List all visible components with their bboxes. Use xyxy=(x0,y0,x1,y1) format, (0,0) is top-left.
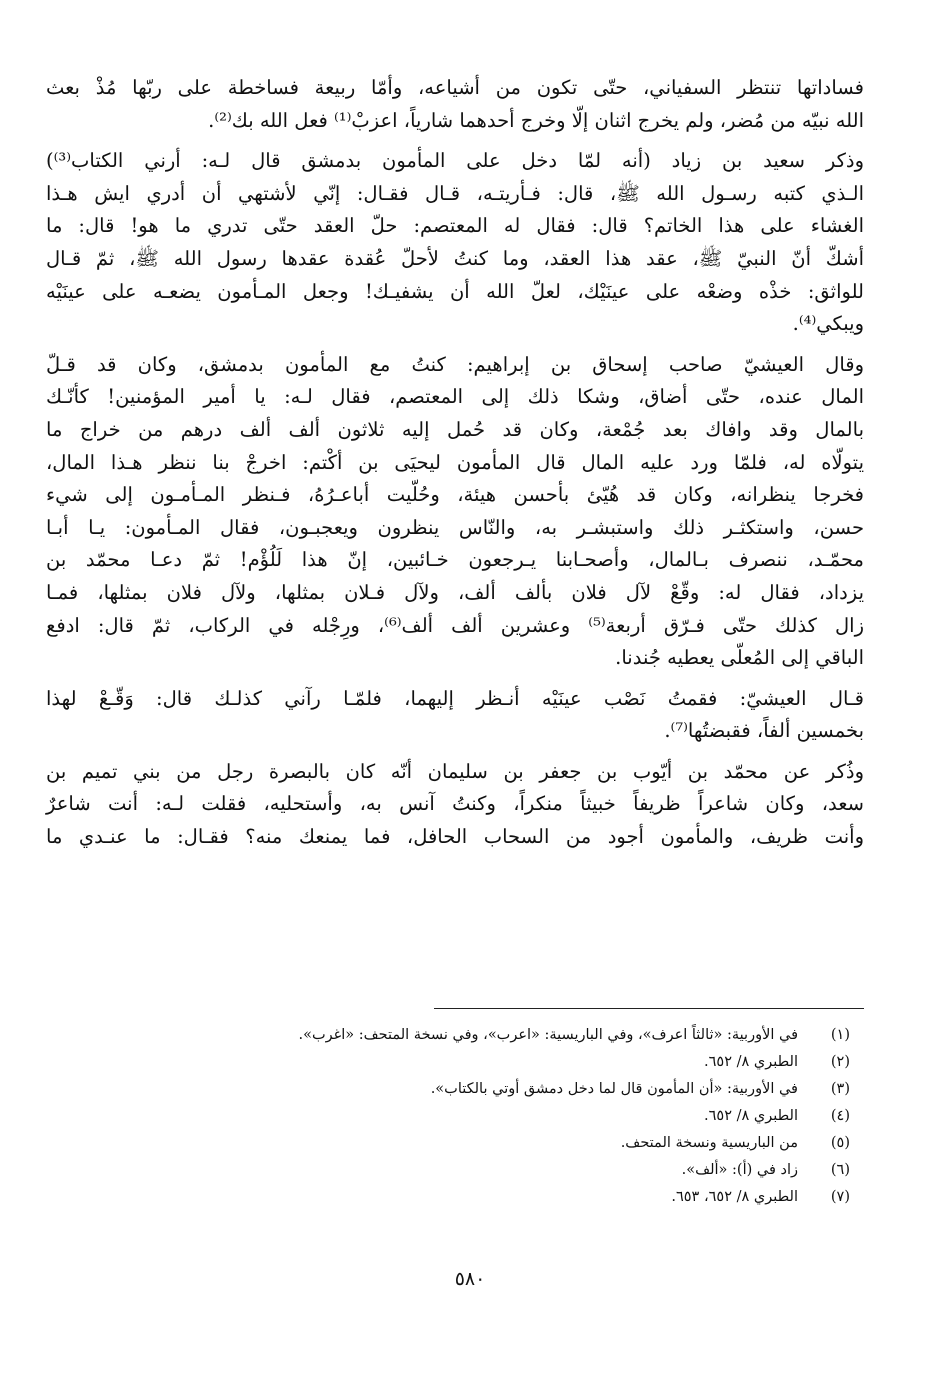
text-line: يتولّاه له، فلمّا ورد عليه المال قال المأمون ليحيَى بن أكْتم: اخرجْ بنا ننظر هـذا المال، xyxy=(46,450,864,474)
text-line: فخرجا ينظرانه، وكان قد هُيّئ بأحسن هيئة، وحُلّيت أباعـرُهُ، فـنظر المـأمـون إلى شيء xyxy=(46,483,864,507)
footnotes xyxy=(160,1022,850,1211)
text-line: الباقي إلى المُعلّى يعطيه جُندنا. xyxy=(615,646,864,670)
text-line: الله نبيّه من مُضر، ولم يخرج اثنان إلّا وخرج أحدهما شارياً، اعزبْ⁽¹⁾ فعل الله بك⁽²⁾. xyxy=(208,108,864,132)
text-line: بالمال وقد وافاك بعد جُمْعة، وكان قد حُمل إليه ثلاثون ألف ألف درهم من خراج ما xyxy=(46,417,864,441)
footnote-number: (٣) xyxy=(830,1081,850,1097)
footnote-number: (٧) xyxy=(830,1189,850,1205)
text-line: وذُكر عن محمّد بن أيّوب بن جعفر بن سليمان أنّه كان بالبصرة رجل من بني تميم بن xyxy=(46,759,864,783)
paragraph-2 xyxy=(46,145,864,341)
footnote xyxy=(160,1076,850,1103)
footnote-text: الطبري ٨/ ٦٥٢، ٦٥٣. xyxy=(671,1189,798,1205)
text-line: المال عنده، حتّى أضاق، وشكا ذلك إلى المعتصم، فقال لـه: يا أمير المؤمنين! كأنّـك xyxy=(46,385,864,409)
text-line: الغشاء على هذا الخاتم؟ قال: فقال له المعتصم: حلّ العقد حتّى تدري ما هو! قال: ما xyxy=(46,214,864,238)
footnote-number: (٥) xyxy=(830,1135,850,1151)
text-line: وذكر سعيد بن زياد (أنه لمّا دخل على المأمون بدمشق قال لـه: أرني الكتاب⁽³⁾) xyxy=(46,149,864,173)
text-line: فساداتها تنتظر السفياني، حتّى تكون من أشياعه، وأمّا ربيعة فساخطة على ربّها مُذْ بعث xyxy=(46,76,864,99)
main-text xyxy=(46,72,864,862)
paragraph-5 xyxy=(46,756,864,854)
text-line: يزداد، فقال له: وقّعْ لآل فلان بألف ألف، ولآل فـلان بمثلها، ولآل فلان بمثلها، فمـا xyxy=(46,580,864,604)
footnote-number: (٤) xyxy=(830,1108,850,1124)
footnote-text: في الأوربية: «أن المأمون قال لما دخل دمشق أوتي بالكتاب». xyxy=(430,1081,798,1097)
page-number: ٥٨٠ xyxy=(454,1268,486,1290)
footnote-divider xyxy=(434,1008,864,1009)
text-line: بخمسين ألفاً، فقبضتُها⁽⁷⁾. xyxy=(664,719,864,743)
footnote-text: في الأوربية: «ثالثاً اعرف»، وفي الباريسية: «اعرب»، وفي نسخة المتحف: «اغرب». xyxy=(298,1027,798,1043)
footnote xyxy=(160,1130,850,1157)
footnote-text: الطبري ٨/ ٦٥٢. xyxy=(704,1054,798,1070)
text-line: حسن، واستكثـر ذلك واستبشـر به، والنّاس ينظرون ويعجبـون، فقال المـأمون: يـا أبـا xyxy=(46,515,864,539)
footnote xyxy=(160,1157,850,1184)
footnote-number: (١) xyxy=(830,1027,850,1043)
text-line: الـذي كتبه رسـول الله ﷺ، قال: فـأريتـه، قـال فقـال: إنّي لأشتهي أن أدري ايش هـذا xyxy=(46,181,864,205)
footnote xyxy=(160,1184,850,1211)
text-line: وأنت ظريف، والمأمون أجود من السحاب الحافل، فما يمنعك منه؟ فقـال: ما عنـدي ما xyxy=(46,825,864,849)
footnote-text: الطبري ٨/ ٦٥٢. xyxy=(704,1108,798,1124)
text-line: ويبكي⁽⁴⁾. xyxy=(792,312,864,336)
footnote-number: (٦) xyxy=(830,1162,850,1178)
footnote-text: زاد في (أ): «ألف». xyxy=(681,1162,798,1178)
text-line: سعد، وكان شاعراً ظريفاً خبيثاً منكراً، وكنتُ آنس به، وأستحليه، فقلت لـه: أنت شاعرٌ xyxy=(46,792,864,816)
text-line: زال كذلك حتّى فـرّق أربعة⁽⁵⁾ وعشرين ألف ألف⁽⁶⁾، ورِجْله في الركاب، ثمّ قال: ادفع xyxy=(46,613,864,637)
text-line: وقال العيشيّ صاحب إسحاق بن إبراهيم: كنتُ مع المأمون بدمشق، وكان قد قـلّ xyxy=(46,352,864,376)
footnote xyxy=(160,1022,850,1049)
text-line: قـال العيشيّ: فقمتُ نَصْب عينَيْه أنـظر إليهما، فلمّـا رآني كذلـك قال: وَقّـعْ لهذا xyxy=(46,686,864,710)
footnote-text: من الباريسية ونسخة المتحف. xyxy=(620,1135,798,1151)
text-line: أشكّ أنّ النبيّ ﷺ، عقد هذا العقد، وما كنتُ لأحلّ عُقدة عقدها رسول الله ﷺ، ثمّ قـال xyxy=(46,246,864,270)
footnote xyxy=(160,1049,850,1076)
text-line: محمّـد، ننصرف بـالمال، وأصحـابنا يـرجعون خـائبين، إنّ هذا لَلُؤْم! ثمّ دعـا محمّد بن xyxy=(46,548,864,572)
paragraph-4 xyxy=(46,683,864,748)
paragraph-1 xyxy=(46,72,864,137)
footnote xyxy=(160,1103,850,1130)
footnote-number: (٢) xyxy=(830,1054,850,1070)
paragraph-3 xyxy=(46,349,864,675)
text-line: للواثق: خذْه وضعْه على عينَيْك، لعلّ الله أن يشفيـك! وجعل المـأمون يضعـه على عينَيْه xyxy=(46,279,864,303)
